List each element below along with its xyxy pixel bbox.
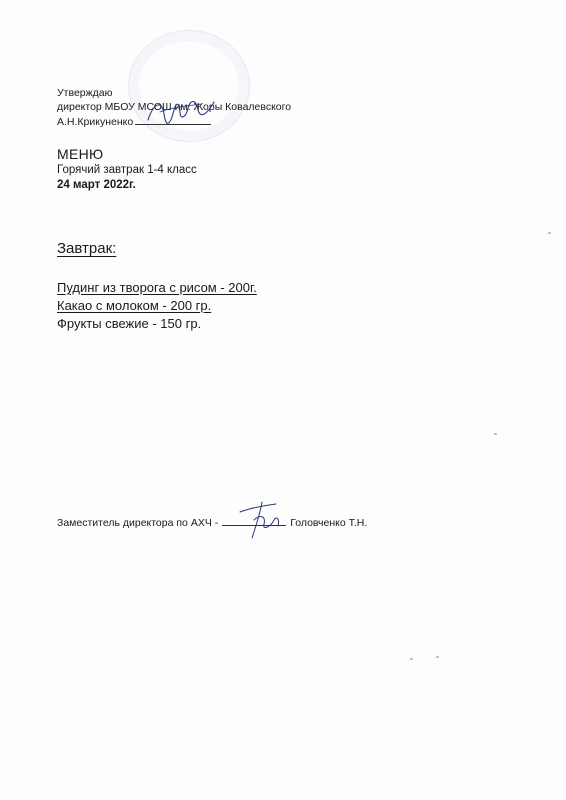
director-signature <box>140 92 220 132</box>
menu-subtitle: Горячий завтрак 1-4 класс <box>57 164 197 176</box>
deputy-name: Головченко Т.Н. <box>290 517 368 529</box>
scan-speck <box>410 658 413 660</box>
approval-position: директор МБОУ МСОШ им. Жоры Ковалевского <box>57 101 292 113</box>
menu-date: 24 март 2022г. <box>57 179 136 191</box>
menu-title: МЕНЮ <box>57 146 104 162</box>
meal-items-list <box>57 279 257 333</box>
menu-header <box>57 146 197 193</box>
deputy-signature-block <box>57 515 367 530</box>
scan-speck <box>494 433 497 435</box>
deputy-signature <box>236 498 296 543</box>
scan-speck <box>548 232 551 234</box>
list-item: Фрукты свежие - 150 гр. <box>57 316 202 331</box>
approval-title: Утверждаю <box>57 87 113 99</box>
list-item: Какао с молоком - 200 гр. <box>57 298 212 313</box>
approval-signatory-name: А.Н.Крикуненко <box>57 116 134 128</box>
list-item: Пудинг из творога с рисом - 200г. <box>57 280 257 295</box>
scan-speck <box>436 656 439 658</box>
deputy-role: Заместитель директора по АХЧ - <box>57 517 219 529</box>
meal-heading: Завтрак: <box>57 240 117 257</box>
